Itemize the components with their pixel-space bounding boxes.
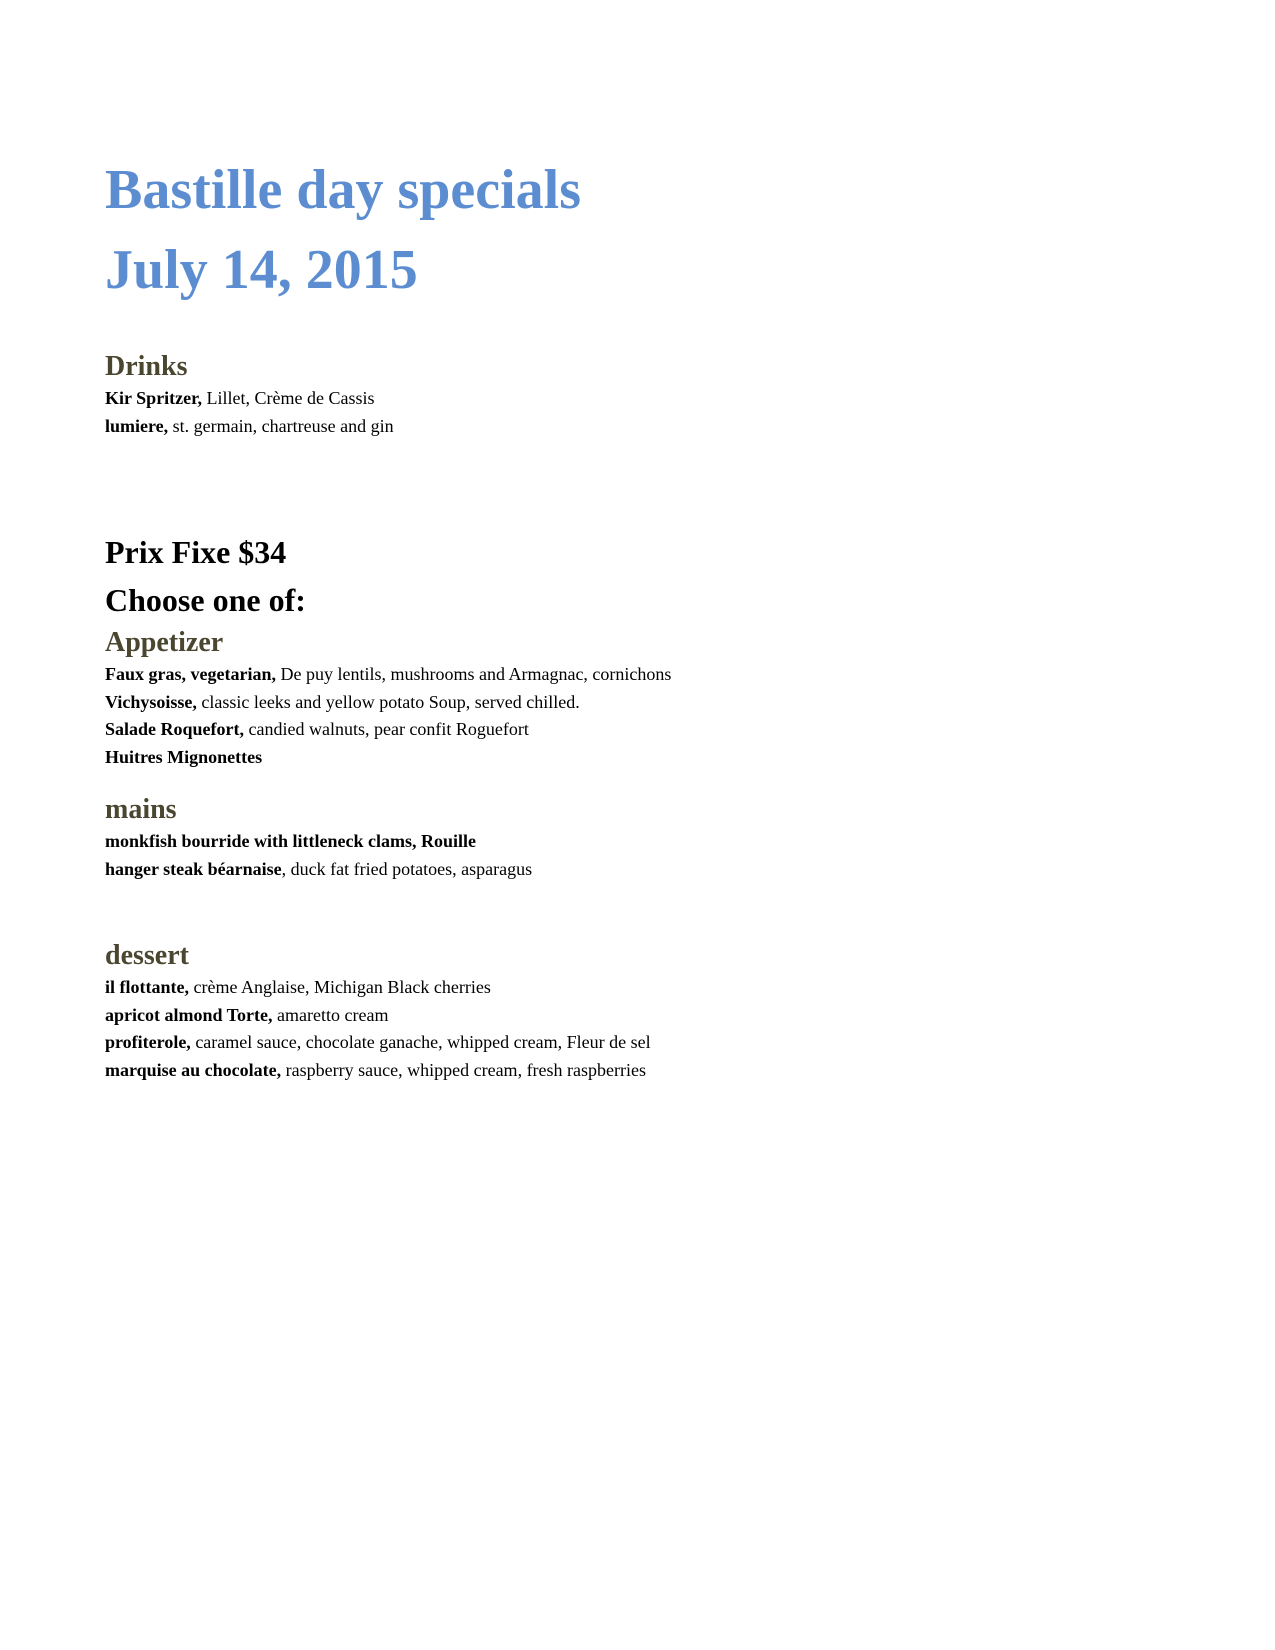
menu-item xyxy=(105,1057,1165,1085)
item-description: Lillet, Crème de Cassis xyxy=(202,388,375,408)
item-name: il flottante, xyxy=(105,977,189,997)
dessert-heading: dessert xyxy=(105,940,189,971)
item-name: lumiere, xyxy=(105,415,169,436)
menu-date: July 14, 2015 xyxy=(105,239,418,301)
item-description: caramel sauce, chocolate ganache, whipped cream, Fleur de sel xyxy=(190,1032,651,1052)
menu-item xyxy=(105,1002,1165,1030)
menu-item xyxy=(105,974,1165,1002)
mains-section xyxy=(105,793,1165,883)
menu-item xyxy=(105,856,1165,884)
menu-item xyxy=(105,689,1165,717)
item-name: hanger steak béarnaise xyxy=(105,858,282,879)
item-description: De puy lentils, mushrooms and Armagnac, cornichons xyxy=(275,664,672,684)
item-description: candied walnuts, pear confit Roguefort xyxy=(244,719,529,739)
item-name: apricot almond Torte, xyxy=(105,1004,273,1025)
menu-item xyxy=(105,716,1165,744)
menu-item xyxy=(105,1029,1165,1057)
item-name: monkfish bourride with littleneck clams, Rouille xyxy=(105,831,477,851)
menu-title: Bastille day specials xyxy=(105,159,582,221)
item-description: , duck fat fried potatoes, asparagus xyxy=(281,858,533,879)
item-description: classic leeks and yellow potato Soup, served chilled. xyxy=(196,691,580,712)
menu-item xyxy=(105,413,1165,441)
item-name: Faux gras, vegetarian, xyxy=(105,664,276,684)
choose-one-heading: Choose one of: xyxy=(105,582,306,618)
drinks-heading: Drinks xyxy=(105,351,188,382)
menu-item xyxy=(105,828,1165,856)
item-name: Vichysoisse, xyxy=(105,691,197,712)
menu-item xyxy=(105,385,1165,413)
item-name: Salade Roquefort, xyxy=(105,719,244,739)
item-name: Huitres Mignonettes xyxy=(105,746,263,767)
item-name: profiterole, xyxy=(105,1032,191,1052)
menu-page xyxy=(105,150,1165,1084)
item-name: Kir Spritzer, xyxy=(105,388,202,408)
prix-fixe-heading: Prix Fixe $34 xyxy=(105,534,287,570)
item-description: raspberry sauce, whipped cream, fresh raspberries xyxy=(281,1059,647,1080)
menu-title-block xyxy=(105,150,1165,310)
mains-heading: mains xyxy=(105,794,177,825)
drinks-section xyxy=(105,350,1165,440)
item-description: st. germain, chartreuse and gin xyxy=(168,415,394,436)
dessert-section xyxy=(105,939,1165,1084)
item-name: marquise au chocolate, xyxy=(105,1059,282,1080)
appetizer-heading: Appetizer xyxy=(105,627,224,658)
item-description: crème Anglaise, Michigan Black cherries xyxy=(188,977,491,997)
appetizer-section xyxy=(105,626,1165,771)
menu-item xyxy=(105,661,1165,689)
menu-item xyxy=(105,744,1165,772)
prix-fixe-section xyxy=(105,528,1165,1084)
item-description: amaretto cream xyxy=(272,1004,389,1025)
